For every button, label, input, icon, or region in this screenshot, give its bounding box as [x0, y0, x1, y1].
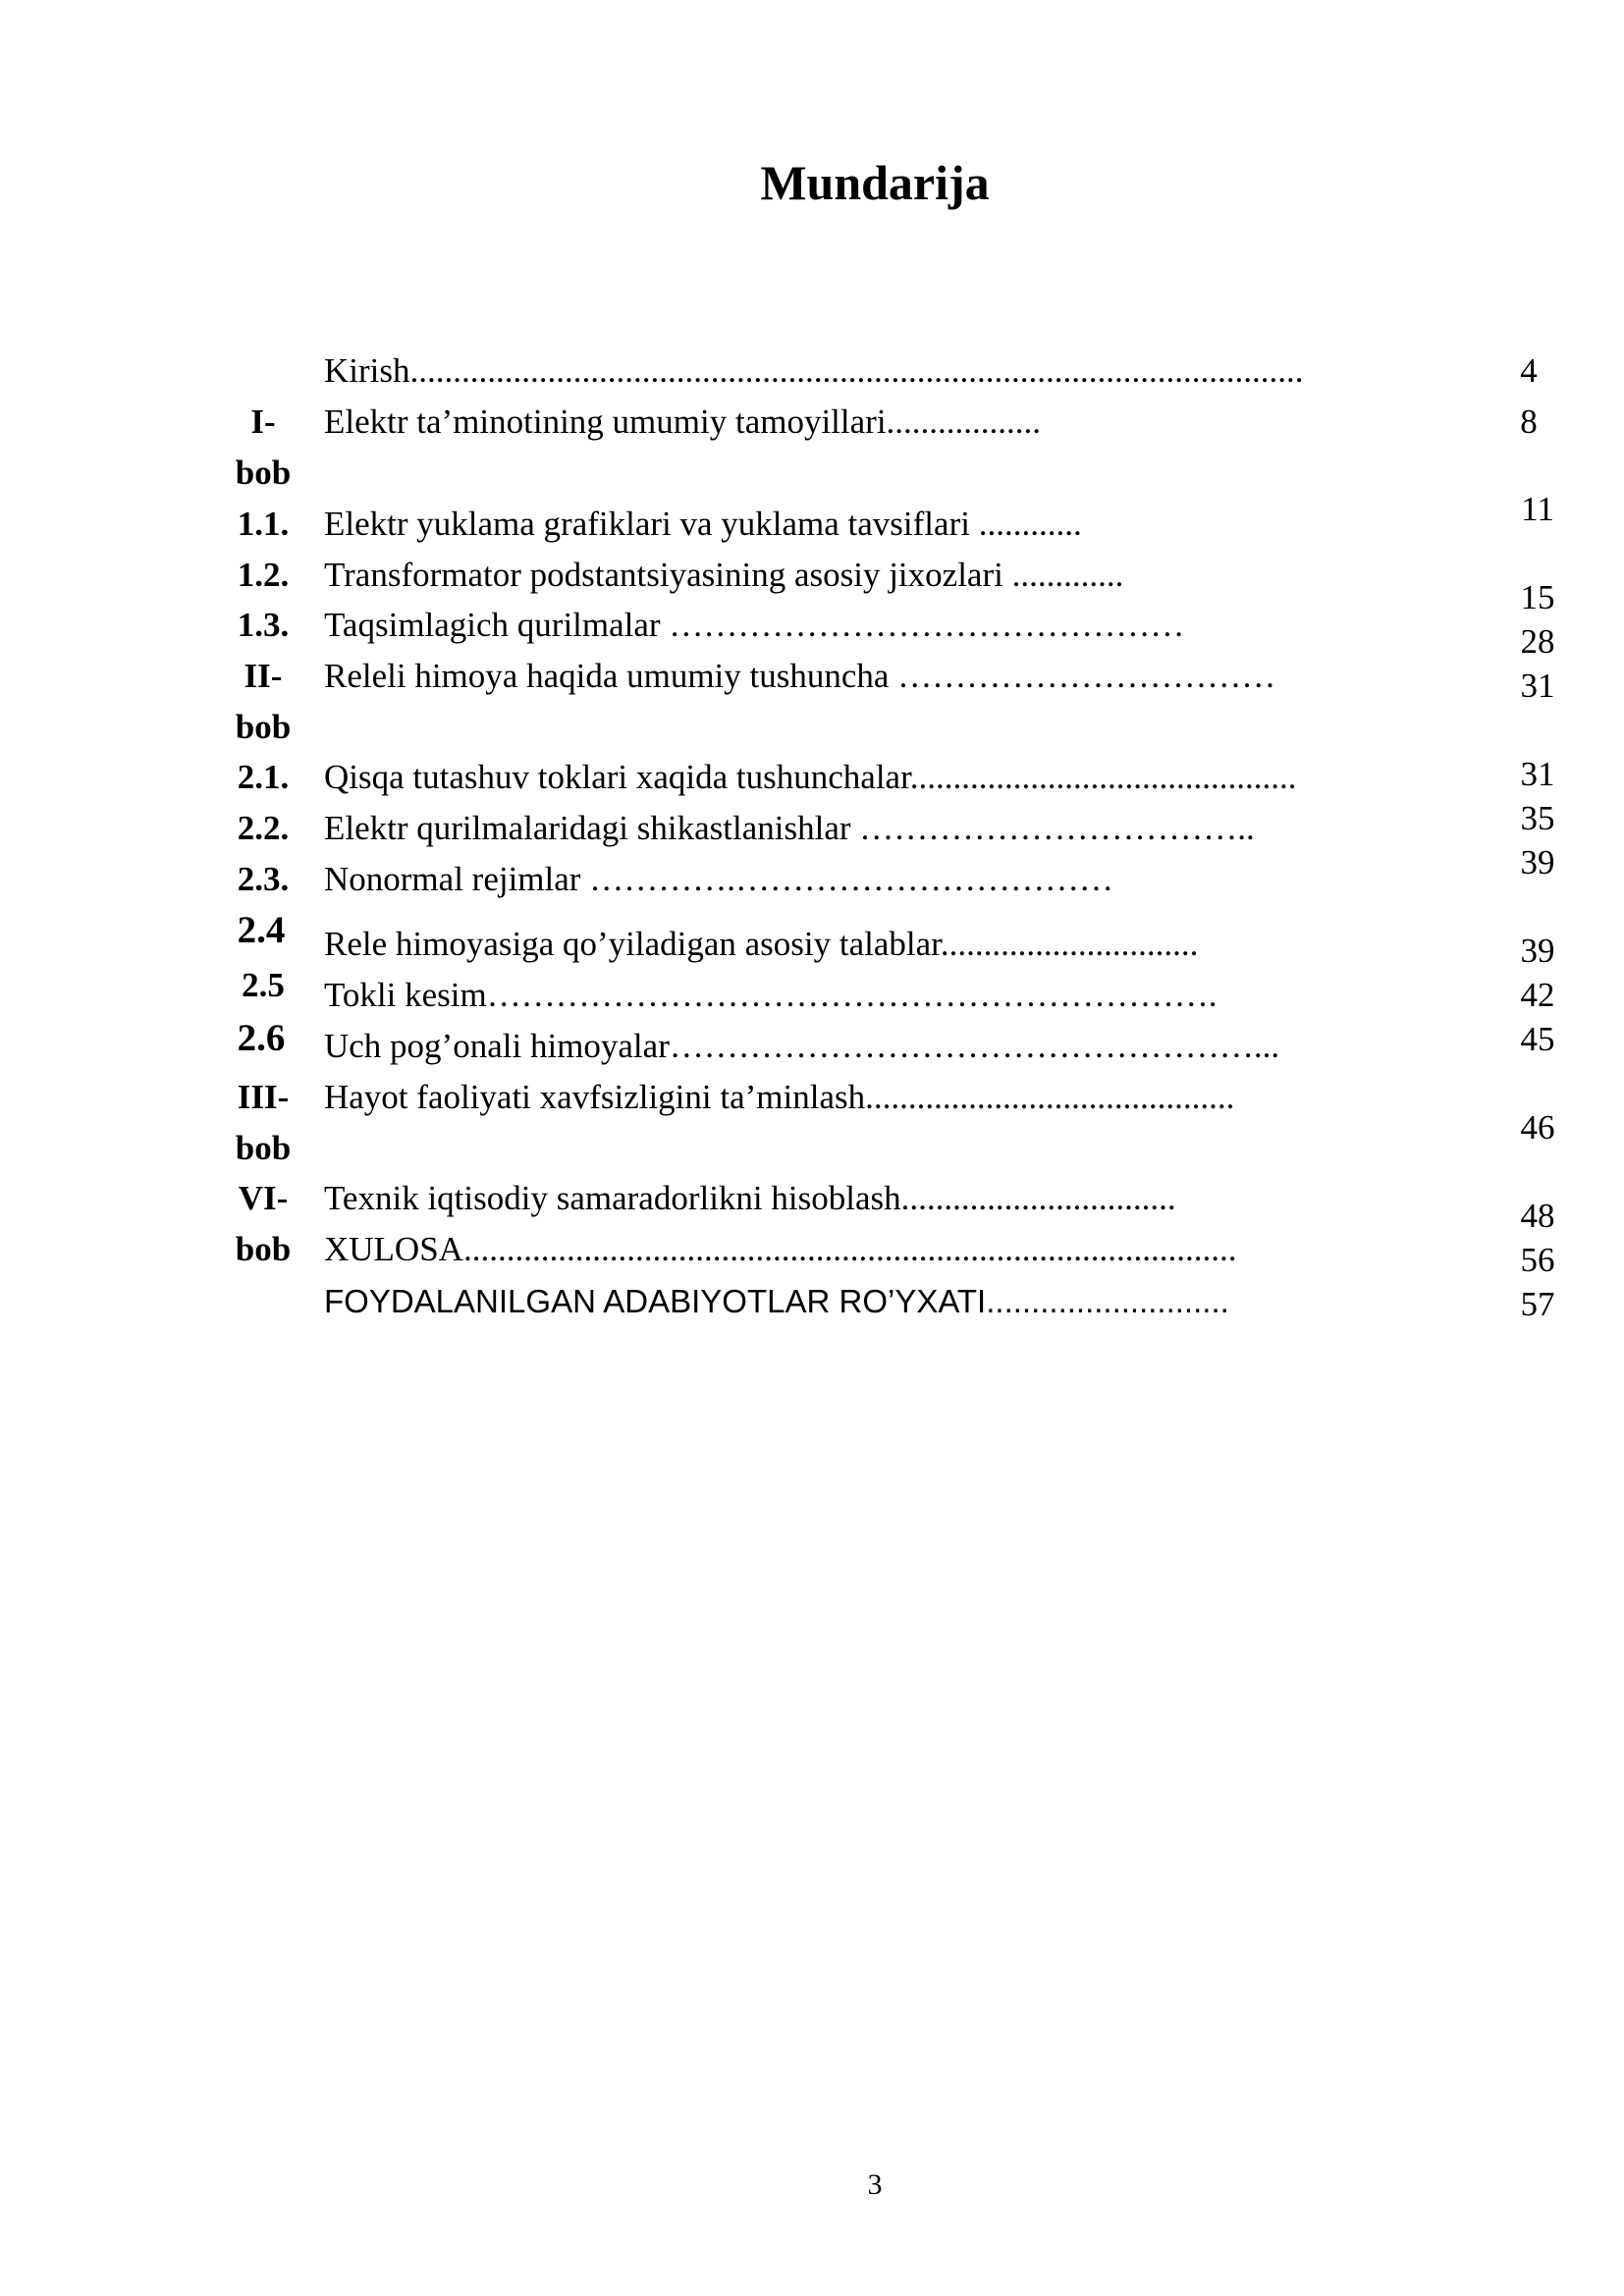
toc-entry-title: Taqsimlagich qurilmalar ……………………………………… [324, 606, 1185, 644]
toc-page-number: 35 [1520, 799, 1555, 837]
toc-entry-title: Transformator podstantsiyasining asosiy jixozlari ............. [324, 556, 1124, 594]
toc-page-number: 45 [1520, 1020, 1555, 1058]
toc-number: 2.4 [237, 909, 286, 951]
toc-entry-title: Releli himoya haqida umumiy tushuncha …………………………… [324, 657, 1276, 695]
toc-page-number: 31 [1520, 755, 1555, 793]
toc-entry-title: Texnik iqtisodiy samaradorlikni hisoblash................................ [324, 1179, 1176, 1217]
toc-number: bob [235, 1230, 292, 1268]
toc-page-number: 48 [1520, 1197, 1555, 1235]
toc-entry-title: Qisqa tutashuv toklari xaqida tushunchalar............................................. [324, 758, 1297, 796]
toc-page-number: 15 [1520, 578, 1555, 616]
toc-number: bob [235, 708, 292, 746]
toc-entry-title: Hayot faoliyati xavfsizligini ta’minlash........................................... [324, 1078, 1235, 1116]
toc-page-number: 57 [1520, 1285, 1555, 1323]
toc-number: bob [235, 454, 292, 492]
toc-page-number: 8 [1520, 402, 1538, 441]
toc-number: VI- [238, 1179, 289, 1217]
toc-number: 2.3. [237, 860, 290, 898]
toc-number: 2.5 [242, 966, 285, 1004]
toc-page-number: 56 [1520, 1241, 1555, 1279]
toc-page-number: 42 [1520, 976, 1555, 1014]
toc-entry-title: Nonormal rejimlar ………….…………………………… [324, 860, 1113, 898]
toc-number: 2.2. [237, 809, 290, 847]
toc-entry-title: XULOSA.......................................................................................... [324, 1230, 1237, 1268]
toc-number: III- [237, 1078, 290, 1116]
toc-entry-title: Rele himoyasiga qo’yiladigan asosiy talablar.............................. [324, 925, 1199, 963]
toc-number: 1.1. [237, 505, 290, 543]
toc-entry-title: Kirish........................................................................................................ [324, 351, 1304, 390]
toc-entry-title: Elektr yuklama grafiklari va yuklama tavsiflari ............ [324, 505, 1082, 543]
toc-number: II- [244, 657, 283, 695]
toc-page-number: 31 [1520, 667, 1555, 705]
toc-page-number: 39 [1520, 932, 1555, 970]
toc-number: I- [250, 402, 276, 441]
toc-entry-title: Tokli kesim………………………………………………………. [324, 976, 1218, 1014]
toc-entry-title: Elektr ta’minotining umumiy tamoyillari.................. [324, 402, 1042, 441]
toc-page-number: 28 [1520, 622, 1555, 661]
toc-page-number: 46 [1520, 1108, 1555, 1147]
toc-number: 2.1. [237, 758, 290, 796]
toc-number: 1.3. [237, 606, 290, 644]
toc-number: 1.2. [237, 556, 290, 594]
toc-page-number: 11 [1521, 490, 1554, 528]
toc-number: 2.6 [237, 1017, 286, 1059]
page-title: Mundarija [760, 155, 990, 210]
page-number: 3 [867, 2168, 883, 2201]
toc-entry-title: Uch pog’onali himoyalar……………………………………………... [324, 1027, 1280, 1065]
toc-entry-title: Elektr qurilmalaridagi shikastlanishlar …………………………….. [324, 809, 1255, 847]
toc-entry-title: FOYDALANILGAN ADABIYOTLAR RO’YXATI........................... [324, 1283, 1229, 1319]
toc-page-number: 4 [1520, 351, 1538, 390]
toc-page-number: 39 [1520, 843, 1555, 881]
toc-number: bob [235, 1129, 292, 1167]
